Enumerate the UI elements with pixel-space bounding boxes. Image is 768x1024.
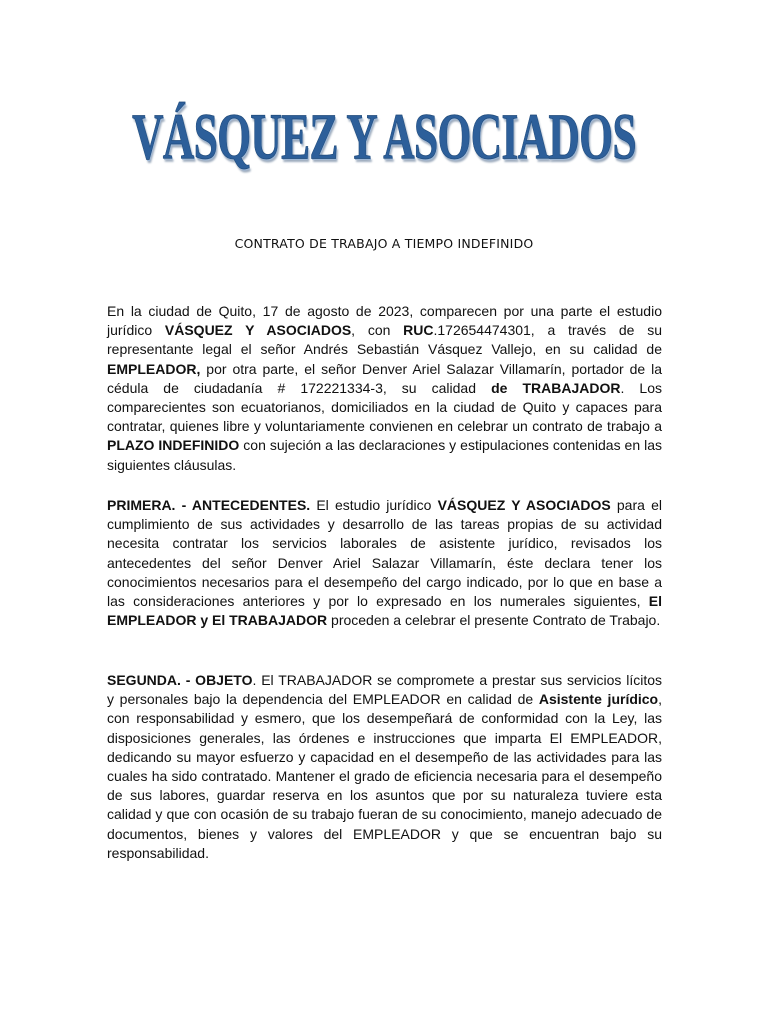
clause-segunda xyxy=(107,671,662,863)
clause-segunda-heading: SEGUNDA. - OBJETO xyxy=(107,672,253,688)
intro-firm-name: VÁSQUEZ Y ASOCIADOS xyxy=(164,322,352,339)
intro-text: por otra parte, el señor Denver Ariel Salazar Villamarín, portador de la cédula de ciudadanía # 172221334-3, su calidad xyxy=(107,360,662,396)
intro-term-label: PLAZO INDEFINIDO xyxy=(107,437,240,454)
clause-text: para el cumplimiento de sus actividades y desarrollo de las tareas propias de su actividad necesita contratar los servicios laborales de asistente jurídico, revisados los antecedentes del señor Denver Ariel Salazar Villamarín, éste declara tener los conocimientos necesarios para el desempeño del cargo indicado, por lo que en base a las consideraciones anteriores y por lo expresado en los numerales siguientes, xyxy=(107,497,662,610)
intro-ruc-label: RUC xyxy=(403,322,434,339)
intro-text: En la ciudad de Quito, 17 de agosto de 2023, comparecen por una parte el estudio jurídico xyxy=(107,303,662,339)
intro-text: con sujeción a las declaraciones y estipulaciones contenidas en las siguientes cláusulas. xyxy=(107,437,662,473)
clause-text: El estudio jurídico xyxy=(310,497,438,513)
firm-logo-text: VÁSQUEZ Y ASOCIADOS xyxy=(132,100,636,174)
intro-employer-label: EMPLEADOR, xyxy=(107,360,201,377)
contract-title: CONTRATO DE TRABAJO A TIEMPO INDEFINIDO xyxy=(234,236,534,251)
firm-logo xyxy=(0,102,768,190)
intro-text: , con xyxy=(351,322,404,339)
clause-text: proceden a celebrar el presente Contrato de Trabajo. xyxy=(327,612,661,629)
intro-text: . Los comparecientes son ecuatorianos, domiciliados en la ciudad de Quito y capaces para contratar, quienes libre y voluntariamente convienen en celebrar un contrato de trabajo a xyxy=(107,379,663,435)
intro-worker-label: de TRABAJADOR xyxy=(491,379,621,396)
clause-text: , con responsabilidad y esmero, que los desempeñará de conformidad con la Ley, las disposiciones generales, las órdenes e instrucciones que imparta El EMPLEADOR, dedicando su mayor esfuerzo y capacidad en el desempeño de las actividades para las cuales ha sido contratado. Mantener el grado de eficiencia necesaria para el desempeño de sus labores, guardar reserva en los asuntos que por su naturaleza tuviere esta calidad y que con ocasión de su trabajo fueran de su conocimiento, manejo adecuado de documentos, bienes y valores del EMPLEADOR y que se encuentran bajo su responsabilidad. xyxy=(107,691,662,861)
clause-text: . El TRABAJADOR se compromete a prestar sus servicios lícitos y personales bajo la dependencia del EMPLEADOR en calidad de xyxy=(107,672,662,708)
clause-job-title: Asistente jurídico xyxy=(538,691,659,708)
clause-primera xyxy=(107,496,662,630)
clause-primera-heading: PRIMERA. - ANTECEDENTES. xyxy=(107,497,311,513)
intro-text: .172654474301, a través de su representante legal el señor Andrés Sebastián Vásquez Vallejo, en su calidad de xyxy=(107,322,662,358)
clause-parties: El EMPLEADOR y El TRABAJADOR xyxy=(107,593,662,629)
clause-firm-name: VÁSQUEZ Y ASOCIADOS xyxy=(437,497,611,513)
intro-paragraph xyxy=(107,302,662,475)
